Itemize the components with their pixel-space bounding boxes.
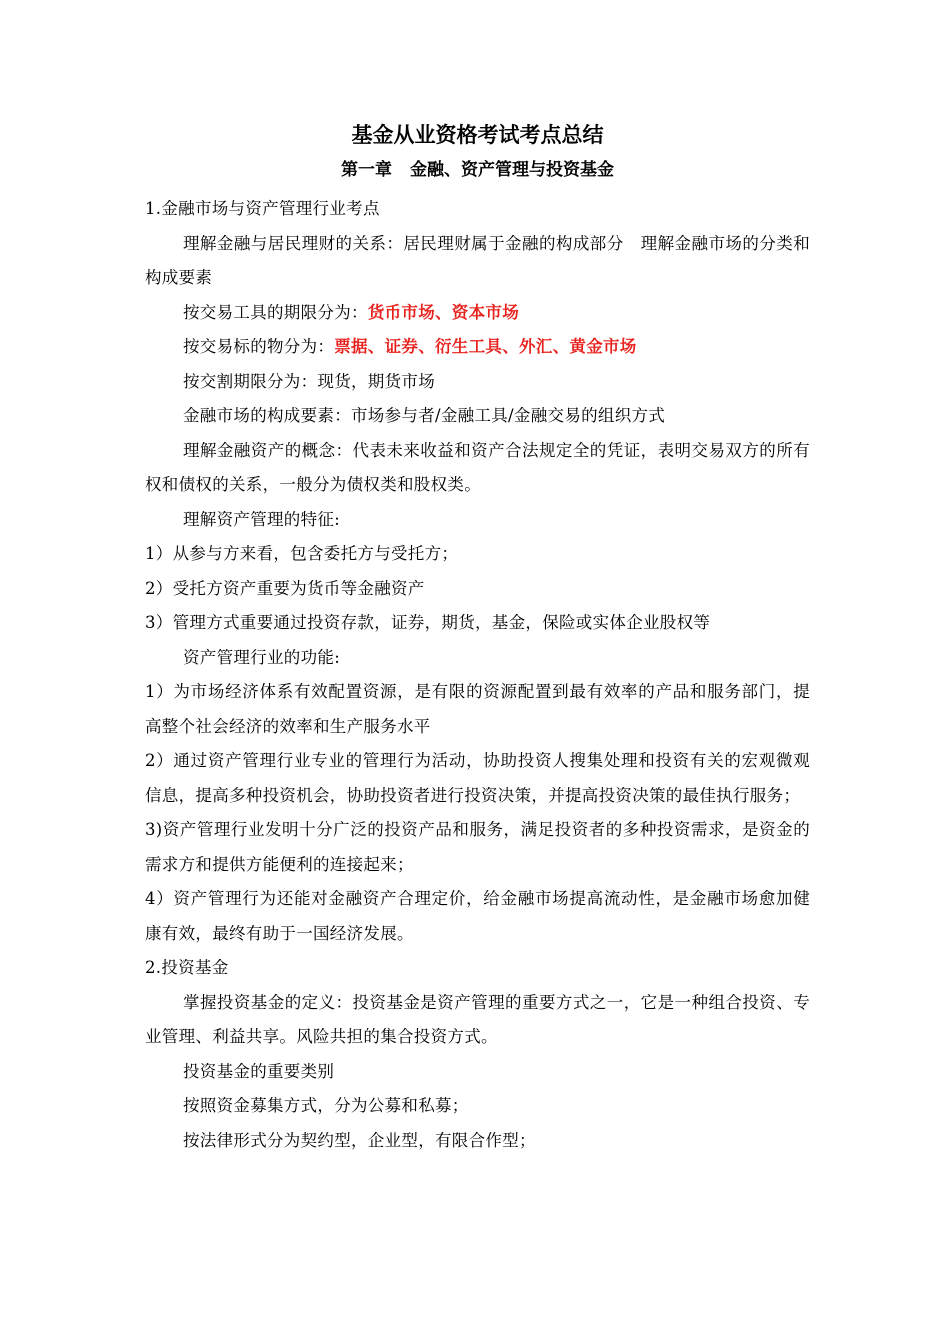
list-item: 1）从参与方来看，包含委托方与受托方； [145,544,459,563]
chapter-heading [145,152,810,188]
list-item: 2）通过资产管理行业专业的管理行为活动，协助投资人搜集处理和投资有关的宏观微观信息，提高多种投资机会，协助投资者进行投资决策，并提高投资决策的最佳执行服务； [145,751,810,805]
paragraph-finance-relation: 理解金融与居民理财的关系：居民理财属于金融的构成部分 理解金融市场的分类和构成要素 [145,233,810,287]
section-1-heading: 1.金融市场与资产管理行业考点 [145,199,380,218]
underlying-classification-highlight: 票据、证券、衍生工具、外汇、黄金市场 [334,337,637,356]
list-item: 2）受托方资产重要为货币等金融资产 [145,578,425,598]
list-item: 4）资产管理行为还能对金融资产合理定价，给金融市场提高流动性，是金融市场愈加健康有效，最终有助于一国经济发展。 [145,889,810,943]
paragraph-term-classification [145,296,810,331]
section-2-heading: 2.投资基金 [145,958,229,977]
paragraph-asset-management-features: 理解资产管理的特征: [183,509,341,529]
paragraph-underlying-classification [145,330,810,365]
underlying-classification-label: 按交易标的物分为： [183,337,335,356]
paragraph-fund-definition: 掌握投资基金的定义：投资基金是资产管理的重要方式之一，它是一种组合投资、专业管理、利益共享。风险共担的集合投资方式。 [145,992,810,1046]
paragraph-industry-functions: 资产管理行业的功能: [183,647,341,667]
document-title: 基金从业资格考试考点总结 [351,123,604,147]
paragraph-delivery-classification: 按交割期限分为：现货，期货市场 [183,371,435,391]
paragraph-financial-assets: 理解金融资产的概念：代表未来收益和资产合法规定全的凭证，表明交易双方的所有权和债权的关系，一般分为债权类和股权类。 [145,440,810,494]
chapter-number: 第一章 [341,160,392,180]
chapter-name: 金融、资产管理与投资基金 [410,160,614,180]
paragraph-market-elements: 金融市场的构成要素：市场参与者/金融工具/金融交易的组织方式 [183,406,666,425]
term-classification-highlight: 货币市场、资本市场 [367,302,520,322]
paragraph-fund-categories: 投资基金的重要类别 [183,1061,335,1081]
paragraph-fundraising-method: 按照资金募集方式，分为公募和私募； [183,1096,469,1115]
paragraph-legal-form: 按法律形式分为契约型，企业型，有限合作型； [183,1130,536,1150]
term-classification-label: 按交易工具的期限分为： [183,302,368,322]
list-item: 3）管理方式重要通过投资存款，证券，期货，基金，保险或实体企业股权等 [145,613,711,632]
document-page [145,118,810,1158]
list-item: 3)资产管理行业发明十分广泛的投资产品和服务，满足投资者的多种投资需求，是资金的需求方和提供方能便利的连接起来； [145,820,810,874]
list-item: 1）为市场经济体系有效配置资源，是有限的资源配置到最有效率的产品和服务部门，提高整个社会经济的效率和生产服务水平 [145,682,810,736]
